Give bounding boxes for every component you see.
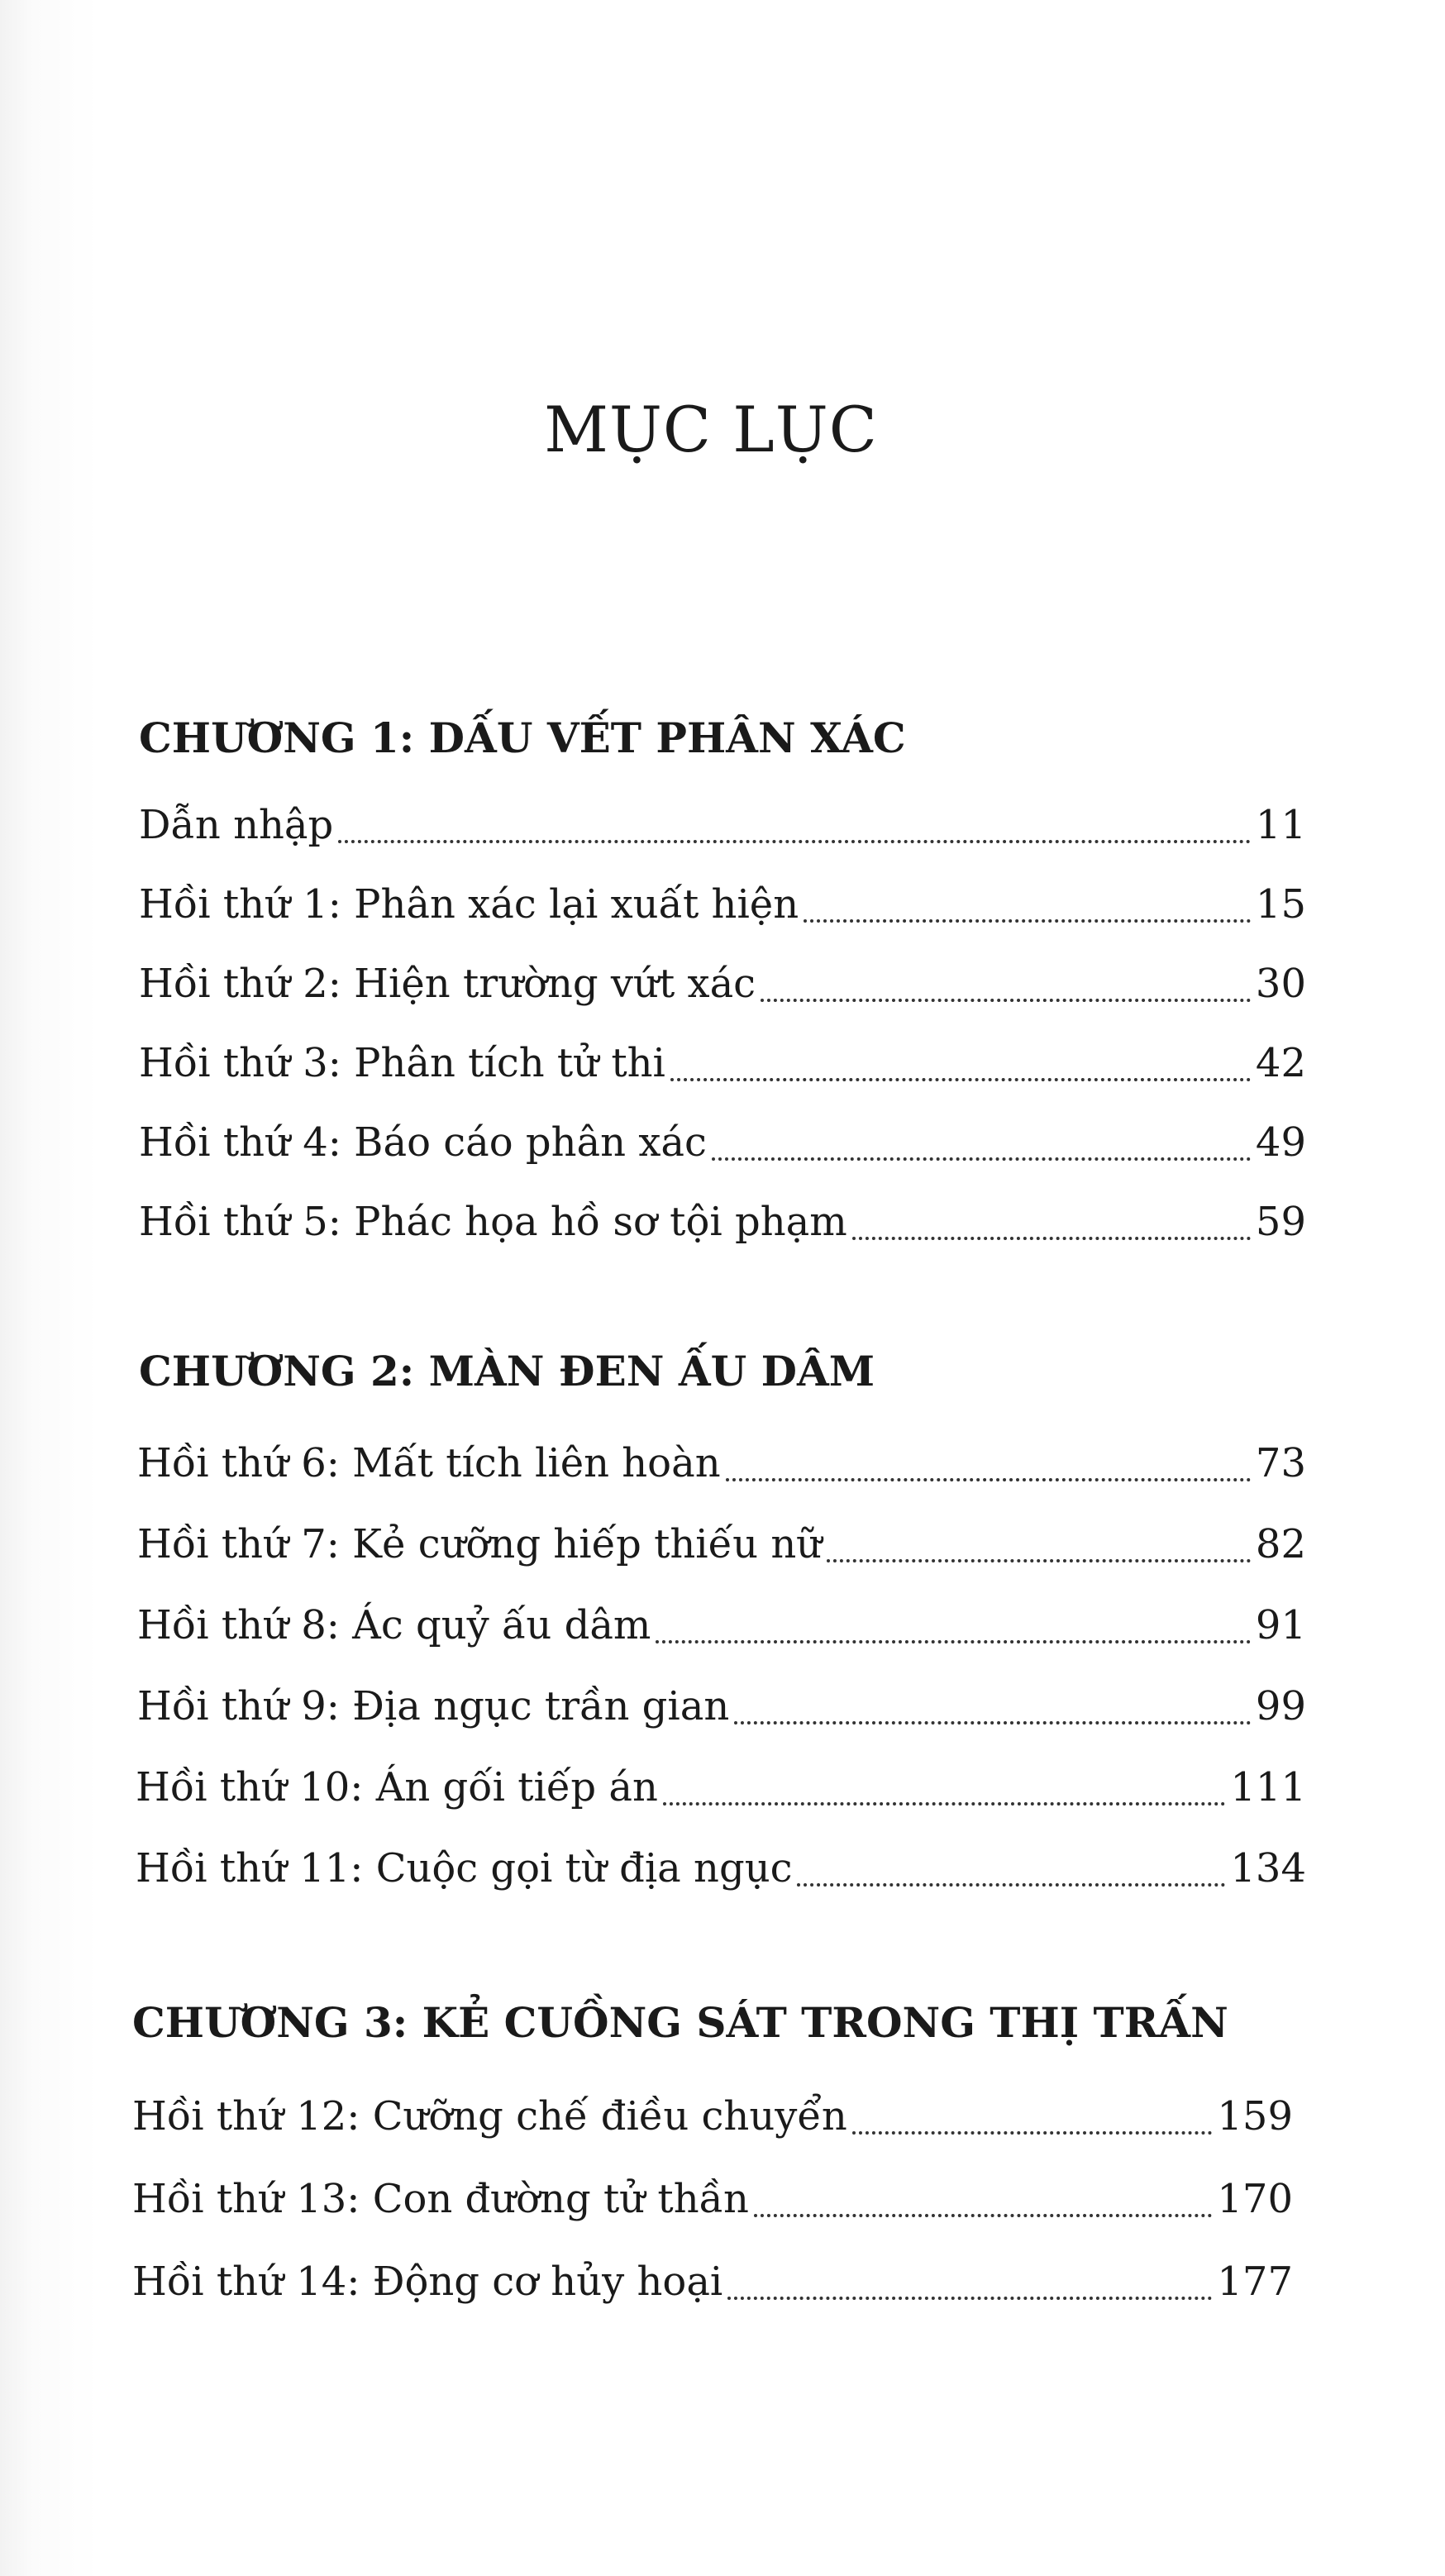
dot-leader xyxy=(726,1478,1251,1481)
toc-entry[interactable] xyxy=(139,875,1306,934)
toc-entry-page: 159 xyxy=(1217,2093,1293,2140)
dot-leader xyxy=(797,1883,1225,1887)
toc-entry-label: Hồi thứ 4: Báo cáo phân xác xyxy=(139,1119,707,1166)
toc-entry-page: 11 xyxy=(1255,802,1306,848)
dot-leader xyxy=(734,1721,1251,1724)
toc-entry[interactable] xyxy=(137,1433,1306,1493)
toc-entry[interactable] xyxy=(132,2169,1293,2229)
dot-leader xyxy=(338,840,1251,843)
dot-leader xyxy=(852,1237,1251,1240)
toc-entry-label: Hồi thứ 13: Con đường tử thần xyxy=(132,2176,749,2222)
toc-entry[interactable] xyxy=(132,2087,1293,2146)
toc-entry-page: 42 xyxy=(1255,1040,1306,1086)
toc-entry-label: Hồi thứ 7: Kẻ cưỡng hiếp thiếu nữ xyxy=(137,1521,823,1567)
toc-entry[interactable] xyxy=(136,1839,1306,1898)
toc-entry-page: 82 xyxy=(1255,1521,1306,1567)
dot-leader xyxy=(656,1640,1250,1643)
chapter-1-heading: CHƯƠNG 1: DẤU VẾT PHÂN XÁC xyxy=(139,713,906,762)
toc-entry-label: Hồi thứ 12: Cưỡng chế điều chuyển xyxy=(132,2093,847,2140)
toc-entry-page: 73 xyxy=(1255,1440,1306,1486)
toc-entry[interactable] xyxy=(137,1596,1306,1655)
toc-entry-label: Dẫn nhập xyxy=(139,802,334,848)
toc-entry[interactable] xyxy=(139,1033,1306,1093)
toc-entry-label: Hồi thứ 1: Phân xác lại xuất hiện xyxy=(139,881,799,928)
toc-entry[interactable] xyxy=(139,1113,1306,1172)
toc-entry-label: Hồi thứ 8: Ác quỷ ấu dâm xyxy=(137,1602,651,1648)
toc-entry-page: 91 xyxy=(1255,1602,1306,1648)
dot-leader xyxy=(670,1078,1251,1081)
chapter-3-heading: CHƯƠNG 3: KẺ CUỒNG SÁT TRONG THỊ TRẤN xyxy=(132,1998,1228,2047)
toc-entry-page: 134 xyxy=(1230,1845,1306,1891)
toc-entry[interactable] xyxy=(139,1192,1306,1252)
dot-leader xyxy=(761,999,1251,1002)
toc-entry-page: 49 xyxy=(1255,1119,1306,1166)
toc-entry-page: 177 xyxy=(1217,2259,1293,2305)
toc-entry[interactable] xyxy=(137,1677,1306,1736)
toc-entry[interactable] xyxy=(137,1515,1306,1574)
toc-entry-label: Hồi thứ 9: Địa ngục trần gian xyxy=(137,1683,730,1729)
toc-entry-label: Hồi thứ 3: Phân tích tử thi xyxy=(139,1040,665,1086)
toc-entry-page: 30 xyxy=(1255,961,1306,1007)
toc-entry-label: Hồi thứ 11: Cuộc gọi từ địa ngục xyxy=(136,1845,793,1891)
toc-entry[interactable] xyxy=(139,795,1306,855)
toc-entry[interactable] xyxy=(139,954,1306,1014)
page-title: MỤC LỤC xyxy=(544,393,878,466)
toc-entry-label: Hồi thứ 10: Án gối tiếp án xyxy=(136,1764,658,1810)
dot-leader xyxy=(827,1559,1251,1562)
dot-leader xyxy=(754,2214,1212,2217)
toc-entry-page: 15 xyxy=(1255,881,1306,928)
dot-leader xyxy=(852,2131,1213,2135)
dot-leader xyxy=(727,2297,1212,2300)
chapter-2-heading: CHƯƠNG 2: MÀN ĐEN ẤU DÂM xyxy=(139,1347,875,1395)
dot-leader xyxy=(712,1157,1251,1161)
toc-entry-label: Hồi thứ 6: Mất tích liên hoàn xyxy=(137,1440,721,1486)
toc-entry[interactable] xyxy=(132,2252,1293,2311)
toc-entry-label: Hồi thứ 14: Động cơ hủy hoại xyxy=(132,2259,723,2305)
toc-entry[interactable] xyxy=(136,1758,1306,1817)
toc-entry-page: 170 xyxy=(1217,2176,1293,2222)
dot-leader xyxy=(663,1802,1225,1806)
toc-entry-label: Hồi thứ 2: Hiện trường vứt xác xyxy=(139,961,756,1007)
dot-leader xyxy=(804,919,1251,923)
toc-entry-page: 111 xyxy=(1230,1764,1306,1810)
toc-entry-page: 59 xyxy=(1255,1199,1306,1245)
toc-entry-page: 99 xyxy=(1255,1683,1306,1729)
toc-entry-label: Hồi thứ 5: Phác họa hồ sơ tội phạm xyxy=(139,1199,847,1245)
